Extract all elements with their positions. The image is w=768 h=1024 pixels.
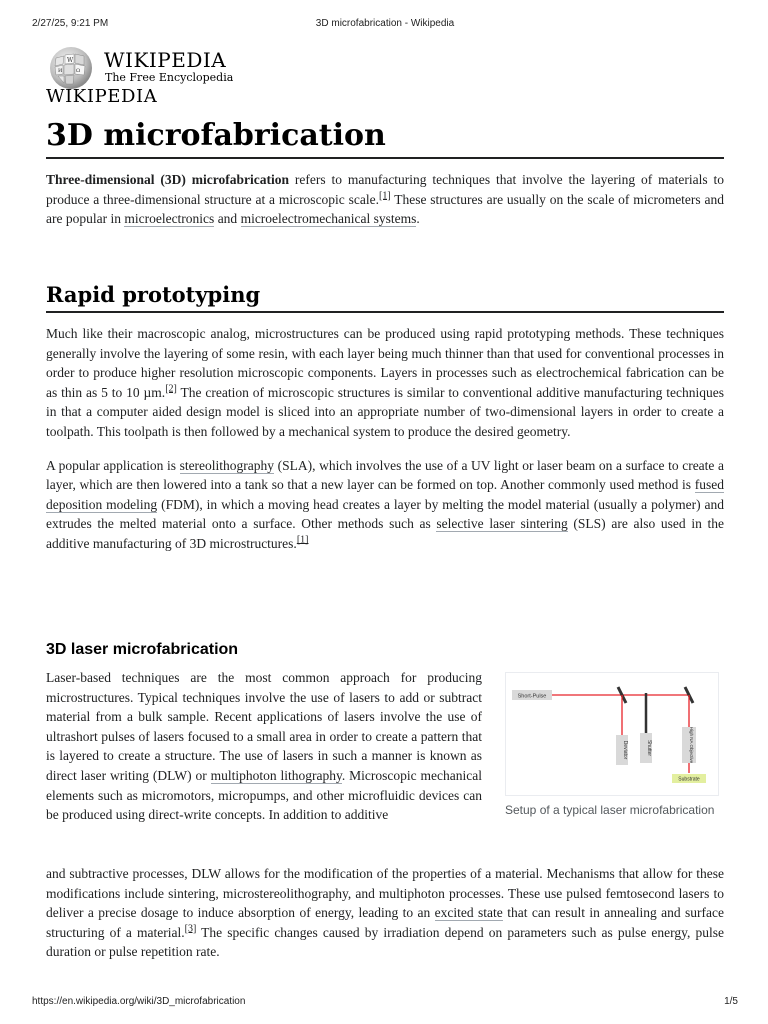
link-mems[interactable]: microelectromechanical systems bbox=[240, 211, 417, 227]
label-shutter: Shutter bbox=[646, 739, 652, 757]
svg-text:Ω: Ω bbox=[76, 68, 81, 74]
laser-paragraph-part-1: Laser-based techniques are the most common approach for producing microstructures. Typical techniques involve the use of lasers to add or subtract material from a bulk sample. Recent applications of lasers involve the use of ultrashort pulses of lasers focused to a small area in order to create a pattern that is layered to create a structure. The use of lasers in such a manner is known as direct laser writing (DLW) or multiphoton lithography. Microscopic mechanical elements such as micromotors, micropumps, and other microfluidic devices can be produced using direct-write concepts. In addition to additive bbox=[46, 670, 483, 823]
citation-link[interactable]: [2] bbox=[165, 383, 177, 395]
label-deviator: Deviator bbox=[622, 740, 628, 760]
link-stereolithography[interactable]: stereolithography bbox=[179, 457, 275, 473]
svg-text:И: И bbox=[58, 68, 63, 74]
citation-link[interactable]: [1] bbox=[378, 190, 391, 202]
print-doc-title: 3D microfabrication - Wikipedia bbox=[315, 18, 455, 29]
laser-setup-diagram bbox=[506, 673, 718, 795]
rapid-paragraph-1: Much like their macroscopic analog, microstructures can be produced using rapid prototyping methods. These techniques generally involve the layering of some resin, with each layer being much thinner than that used for conventional processes in order to produce higher resolution microscopic components. Layers in processes such as electrochemical fabrication can be as thin as 5 to 10 µm.[2] The creation of microscopic structures is similar to conventional additive manufacturing techniques in that a computer aided design model is sliced into an appropriate number of two-dimensional layers in order to create a toolpath. This toolpath is then followed by a mechanical system to produce the desired geometry. bbox=[46, 326, 724, 439]
citation-link[interactable]: [3] bbox=[184, 923, 197, 935]
page-title: 3D microfabrication bbox=[46, 118, 724, 159]
wikipedia-globe-icon bbox=[46, 44, 96, 90]
label-objective: High NA Objective bbox=[689, 726, 694, 764]
rapid-prototyping-section bbox=[46, 324, 724, 554]
print-url: https://en.wikipedia.org/wiki/3D_microfabrication bbox=[32, 996, 246, 1007]
label-short-pulse: Short-Pulse bbox=[517, 693, 547, 700]
link-microelectronics[interactable]: microelectronics bbox=[124, 211, 215, 227]
link-excited-state[interactable]: excited state bbox=[434, 905, 503, 921]
print-page-number: 1/5 bbox=[724, 996, 738, 1007]
label-substrate: Substrate bbox=[678, 776, 700, 783]
svg-text:W: W bbox=[67, 57, 74, 64]
figure-laser-setup[interactable] bbox=[505, 672, 723, 818]
subsection-heading-laser: 3D laser microfabrication bbox=[46, 641, 239, 658]
intro-bold-term: Three-dimensional (3D) microfabrication bbox=[46, 172, 289, 187]
link-fused-deposition-modeling[interactable]: fused deposition modeling bbox=[46, 477, 724, 512]
laser-paragraph-floated bbox=[46, 668, 482, 825]
intro-paragraph: Three-dimensional (3D) microfabrication refers to manufacturing techniques that involve the layering of materials to produce a three-dimensional structure at a microscopic scale.[1] These structures are usually on the scale of micrometers and are popular in microelectronics and microelectromechanical systems. bbox=[46, 172, 724, 227]
citation-link[interactable]: [1] bbox=[296, 534, 309, 546]
wikipedia-wordmark-secondary: WIKIPEDIA bbox=[46, 86, 158, 107]
figure-caption: Setup of a typical laser microfabrication bbox=[505, 803, 715, 817]
link-multiphoton-lithography[interactable]: multiphoton lithography bbox=[210, 767, 342, 783]
wikipedia-wordmark: WIKIPEDIA bbox=[104, 48, 227, 72]
wikipedia-tagline: The Free Encyclopedia bbox=[105, 71, 234, 84]
laser-paragraph-part-2: and subtractive processes, DLW allows for the modification of the properties of a material. Mechanisms that allow for these modifications include sintering, microstereolithography, and multiphoton processes. These use pulsed femtosecond lasers to deliver a precise dosage to induce absorption of energy, leading to an excited state that can result in annealing and surface structuring of a material.[3] The specific changes caused by irradiation depend on parameters such as pulse energy, pulse duration or pulse repetition rate. bbox=[46, 866, 725, 960]
laser-paragraph-continued bbox=[46, 864, 724, 962]
print-footer bbox=[32, 996, 738, 1010]
rapid-paragraph-2: A popular application is stereolithography (SLA), which involves the use of a UV light or laser beam on a surface to create a layer, which are then lowered into a tank so that a new layer can be formed on top. Another commonly used method is fused deposition modeling (FDM), in which a moving head creates a layer by melting the model material (usually a polymer) and extrudes the melted material onto a surface. Other methods such as selective laser sintering (SLS) are also used in the additive manufacturing of 3D microstructures.[1] bbox=[46, 457, 724, 551]
figure-image[interactable] bbox=[505, 672, 719, 796]
link-selective-laser-sintering[interactable]: selective laser sintering bbox=[436, 516, 568, 532]
section-heading-rapid-prototyping: Rapid prototyping bbox=[46, 282, 724, 313]
print-header bbox=[32, 18, 738, 32]
intro-section bbox=[46, 170, 724, 229]
print-datetime: 2/27/25, 9:21 PM bbox=[32, 18, 109, 29]
